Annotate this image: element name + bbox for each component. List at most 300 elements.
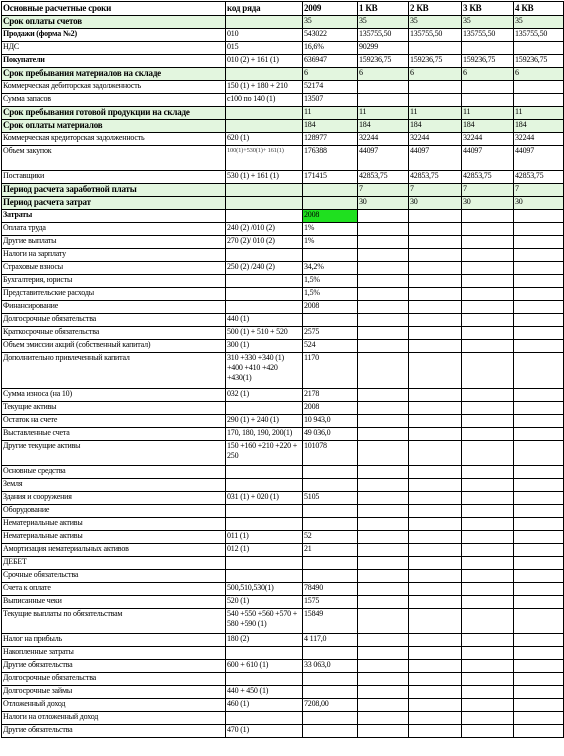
table-cell: [409, 699, 462, 712]
table-cell: [462, 415, 514, 428]
table-cell: [514, 275, 564, 288]
row-label: Долгосрочные обязательства: [2, 673, 226, 686]
table-row: [2, 327, 564, 340]
row-label: Выставленные счета: [2, 428, 226, 441]
table-cell: [514, 570, 564, 583]
table-cell: [409, 314, 462, 327]
table-row: [2, 492, 564, 505]
table-row: [2, 249, 564, 262]
table-cell: [358, 340, 409, 353]
table-row: [2, 544, 564, 557]
table-cell: [462, 609, 514, 634]
row-label: Текущие активы: [2, 402, 226, 415]
table-cell: [462, 557, 514, 570]
table-cell: 7208,00: [303, 699, 358, 712]
table-cell: [409, 210, 462, 223]
table-cell: [514, 583, 564, 596]
table-cell: [514, 634, 564, 647]
table-cell: [358, 712, 409, 725]
table-cell: 184: [303, 120, 358, 133]
table-cell: [409, 340, 462, 353]
table-cell: [409, 42, 462, 55]
financial-table: [1, 1, 564, 738]
table-cell: [514, 223, 564, 236]
table-cell: [514, 340, 564, 353]
table-row: [2, 660, 564, 673]
row-code: 500 (1) + 510 + 520: [226, 327, 303, 340]
column-header: 2009: [303, 2, 358, 16]
table-cell: [514, 699, 564, 712]
table-cell: [462, 314, 514, 327]
table-cell: [462, 275, 514, 288]
table-cell: 52: [303, 531, 358, 544]
row-label: НДС: [2, 42, 226, 55]
table-cell: [514, 479, 564, 492]
row-label: Отложенный доход: [2, 699, 226, 712]
row-label: Сумма износа (на 10): [2, 389, 226, 402]
row-code: 440 (1): [226, 314, 303, 327]
table-cell: 42853,75: [514, 171, 564, 184]
row-label: Налог на прибыль: [2, 634, 226, 647]
table-cell: [303, 518, 358, 531]
table-cell: [358, 210, 409, 223]
table-cell: [303, 197, 358, 210]
table-row: [2, 557, 564, 570]
table-cell: 6: [358, 68, 409, 81]
row-code: [226, 184, 303, 197]
row-code: 620 (1): [226, 133, 303, 146]
table-cell: [514, 609, 564, 634]
table-cell: [303, 712, 358, 725]
table-cell: [303, 249, 358, 262]
table-cell: [358, 596, 409, 609]
table-cell: [409, 353, 462, 389]
table-cell: [303, 505, 358, 518]
table-cell: 52174: [303, 81, 358, 94]
table-cell: [409, 596, 462, 609]
row-code: [226, 518, 303, 531]
row-label: Налоги на отложенный доход: [2, 712, 226, 725]
table-cell: [303, 686, 358, 699]
table-cell: [514, 389, 564, 402]
row-label: Текущие выплаты по обязательствам: [2, 609, 226, 634]
table-row: [2, 94, 564, 107]
table-cell: [462, 479, 514, 492]
table-row: [2, 699, 564, 712]
table-cell: [462, 647, 514, 660]
row-code: 032 (1): [226, 389, 303, 402]
row-code: 100(1)+530(1)+ 161(1): [226, 146, 303, 171]
table-row: [2, 68, 564, 81]
table-cell: [514, 428, 564, 441]
row-code: 270 (2)/ 010 (2): [226, 236, 303, 249]
table-cell: [514, 725, 564, 738]
table-cell: [358, 288, 409, 301]
row-label: Сумма запасов: [2, 94, 226, 107]
table-cell: [358, 518, 409, 531]
table-row: [2, 210, 564, 223]
row-code: 300 (1): [226, 340, 303, 353]
table-cell: 184: [462, 120, 514, 133]
table-cell: [462, 673, 514, 686]
table-cell: 42853,75: [409, 171, 462, 184]
table-cell: 7: [514, 184, 564, 197]
row-label: Дополнительно привлеченный капитал: [2, 353, 226, 389]
table-cell: [462, 389, 514, 402]
row-code: [226, 673, 303, 686]
table-cell: [462, 518, 514, 531]
table-cell: 1,5%: [303, 288, 358, 301]
table-row: [2, 583, 564, 596]
table-row: [2, 505, 564, 518]
table-cell: 1575: [303, 596, 358, 609]
row-code: 530 (1) + 161 (1): [226, 171, 303, 184]
table-row: [2, 29, 564, 42]
table-row: [2, 120, 564, 133]
table-row: [2, 314, 564, 327]
table-cell: [358, 402, 409, 415]
row-code: 170, 180, 190, 200(1): [226, 428, 303, 441]
table-cell: 30: [462, 197, 514, 210]
row-label: Коммерческая дебиторская задолженность: [2, 81, 226, 94]
table-cell: 2575: [303, 327, 358, 340]
table-cell: [358, 94, 409, 107]
table-cell: 6: [514, 68, 564, 81]
table-cell: [358, 544, 409, 557]
table-row: [2, 673, 564, 686]
row-label: Долгосрочные займы: [2, 686, 226, 699]
table-cell: [409, 236, 462, 249]
table-cell: [514, 94, 564, 107]
table-cell: [462, 223, 514, 236]
table-row: [2, 262, 564, 275]
table-cell: 44097: [462, 146, 514, 171]
row-label: Счета к оплате: [2, 583, 226, 596]
column-header: Основные расчетные сроки: [2, 2, 226, 16]
table-cell: 543022: [303, 29, 358, 42]
row-label: Выписанные чеки: [2, 596, 226, 609]
table-cell: [303, 673, 358, 686]
row-code: [226, 557, 303, 570]
table-row: [2, 479, 564, 492]
table-cell: [514, 353, 564, 389]
table-cell: 32244: [462, 133, 514, 146]
row-code: [226, 466, 303, 479]
table-cell: 1%: [303, 236, 358, 249]
table-cell: [303, 570, 358, 583]
row-label: Другие обязательства: [2, 660, 226, 673]
table-cell: [303, 479, 358, 492]
table-cell: 2008: [303, 301, 358, 314]
table-cell: [514, 288, 564, 301]
row-label: Покупатели: [2, 55, 226, 68]
table-cell: [462, 686, 514, 699]
table-cell: [358, 236, 409, 249]
table-cell: [358, 609, 409, 634]
table-cell: [358, 428, 409, 441]
table-cell: [409, 557, 462, 570]
table-cell: [514, 81, 564, 94]
row-label: Здания и сооружения: [2, 492, 226, 505]
row-code: [226, 210, 303, 223]
row-code: 500,510,530(1): [226, 583, 303, 596]
table-cell: 35: [303, 16, 358, 29]
table-cell: [358, 249, 409, 262]
table-cell: [514, 262, 564, 275]
row-code: 010: [226, 29, 303, 42]
table-row: [2, 223, 564, 236]
table-cell: [409, 686, 462, 699]
table-cell: [514, 712, 564, 725]
row-label: Другие текущие активы: [2, 441, 226, 466]
table-cell: [462, 492, 514, 505]
table-cell: 159236,75: [409, 55, 462, 68]
row-label: Земля: [2, 479, 226, 492]
table-cell: [462, 353, 514, 389]
table-cell: [358, 673, 409, 686]
table-cell: 2008: [303, 402, 358, 415]
table-cell: 7: [358, 184, 409, 197]
row-code: [226, 570, 303, 583]
table-cell: [358, 389, 409, 402]
row-label: Период расчета заработной платы: [2, 184, 226, 197]
table-cell: 44097: [514, 146, 564, 171]
row-label: Период расчета затрат: [2, 197, 226, 210]
table-row: [2, 146, 564, 171]
row-code: 012 (1): [226, 544, 303, 557]
row-label: Другие обязательства: [2, 725, 226, 738]
table-cell: 184: [358, 120, 409, 133]
table-cell: [514, 415, 564, 428]
table-cell: [409, 712, 462, 725]
row-code: 290 (1) + 240 (1): [226, 415, 303, 428]
table-cell: 44097: [358, 146, 409, 171]
row-label: Срок пребывания материалов на складе: [2, 68, 226, 81]
row-code: [226, 712, 303, 725]
table-cell: [409, 492, 462, 505]
table-cell: [409, 660, 462, 673]
table-row: [2, 725, 564, 738]
table-cell: 1170: [303, 353, 358, 389]
table-cell: [358, 466, 409, 479]
table-cell: 7: [409, 184, 462, 197]
table-cell: [409, 428, 462, 441]
table-cell: [358, 647, 409, 660]
table-cell: 135755,50: [514, 29, 564, 42]
row-label: Бухгалтерия, юристы: [2, 275, 226, 288]
row-code: 250 (2) /240 (2): [226, 262, 303, 275]
row-code: [226, 402, 303, 415]
row-label: Объем эмиссии акций (собственный капитал): [2, 340, 226, 353]
table-cell: 1%: [303, 223, 358, 236]
table-row: [2, 402, 564, 415]
table-cell: 184: [409, 120, 462, 133]
table-row: [2, 275, 564, 288]
table-cell: [358, 441, 409, 466]
table-row: [2, 353, 564, 389]
column-header: код ряда: [226, 2, 303, 16]
table-cell: [303, 647, 358, 660]
table-cell: 90299: [358, 42, 409, 55]
row-code: 150 +160 +210 +220 + 250: [226, 441, 303, 466]
table-cell: [358, 686, 409, 699]
table-cell: 135755,50: [409, 29, 462, 42]
table-cell: [514, 505, 564, 518]
table-row: [2, 16, 564, 29]
table-cell: [514, 673, 564, 686]
table-cell: [409, 288, 462, 301]
row-label: Коммерческая кредиторская задолженность: [2, 133, 226, 146]
table-cell: [409, 479, 462, 492]
table-cell: [409, 275, 462, 288]
table-row: [2, 340, 564, 353]
table-row: [2, 518, 564, 531]
table-cell: 35: [462, 16, 514, 29]
table-header-row: [2, 2, 564, 16]
table-cell: [409, 466, 462, 479]
row-label: Представительские расходы: [2, 288, 226, 301]
table-cell: 11: [358, 107, 409, 120]
table-cell: 42853,75: [358, 171, 409, 184]
row-label: Срочные обязательства: [2, 570, 226, 583]
table-cell: [409, 544, 462, 557]
row-code: 310 +330 +340 (1) +400 +410 +420 +430(1): [226, 353, 303, 389]
row-label: Основные средства: [2, 466, 226, 479]
table-cell: [462, 466, 514, 479]
table-cell: 2008: [303, 210, 358, 223]
table-cell: 159236,75: [358, 55, 409, 68]
row-label: Налоги на зарплату: [2, 249, 226, 262]
table-cell: 30: [409, 197, 462, 210]
row-code: 015: [226, 42, 303, 55]
table-cell: [409, 249, 462, 262]
table-cell: 11: [462, 107, 514, 120]
row-label: Затраты: [2, 210, 226, 223]
table-row: [2, 197, 564, 210]
row-code: 180 (2): [226, 634, 303, 647]
table-cell: [462, 699, 514, 712]
row-label: ДЕБЕТ: [2, 557, 226, 570]
column-header: 3 КВ: [462, 2, 514, 16]
table-cell: [409, 81, 462, 94]
table-row: [2, 441, 564, 466]
table-row: [2, 55, 564, 68]
table-cell: 32244: [358, 133, 409, 146]
table-cell: 171415: [303, 171, 358, 184]
table-cell: 16,6%: [303, 42, 358, 55]
table-cell: [514, 647, 564, 660]
row-code: 240 (2) /010 (2): [226, 223, 303, 236]
table-cell: [409, 673, 462, 686]
table-cell: [462, 660, 514, 673]
table-row: [2, 288, 564, 301]
table-cell: [409, 223, 462, 236]
table-cell: [462, 531, 514, 544]
table-cell: 1,5%: [303, 275, 358, 288]
row-label: Нематериальные активы: [2, 531, 226, 544]
table-cell: [409, 518, 462, 531]
table-cell: [514, 301, 564, 314]
table-cell: 35: [409, 16, 462, 29]
table-cell: [462, 441, 514, 466]
row-label: Оборудование: [2, 505, 226, 518]
table-cell: 13507: [303, 94, 358, 107]
row-code: [226, 16, 303, 29]
table-cell: 42853,75: [462, 171, 514, 184]
table-cell: [514, 557, 564, 570]
table-cell: [409, 725, 462, 738]
table-cell: 11: [514, 107, 564, 120]
table-cell: [514, 42, 564, 55]
table-cell: [358, 301, 409, 314]
table-cell: [462, 544, 514, 557]
table-cell: 5105: [303, 492, 358, 505]
table-row: [2, 171, 564, 184]
row-code: [226, 68, 303, 81]
table-cell: 6: [462, 68, 514, 81]
row-label: Амортизация нематериальных активов: [2, 544, 226, 557]
table-cell: 135755,50: [358, 29, 409, 42]
row-label: Срок пребывания готовой продукции на складе: [2, 107, 226, 120]
table-row: [2, 42, 564, 55]
table-cell: [358, 660, 409, 673]
table-cell: [462, 210, 514, 223]
table-cell: [462, 288, 514, 301]
table-cell: [358, 262, 409, 275]
table-cell: [462, 583, 514, 596]
table-cell: 30: [514, 197, 564, 210]
table-cell: [409, 647, 462, 660]
table-cell: 128977: [303, 133, 358, 146]
table-cell: 78490: [303, 583, 358, 596]
row-code: [226, 197, 303, 210]
row-label: Страховые взносы: [2, 262, 226, 275]
table-cell: [462, 81, 514, 94]
table-cell: [462, 634, 514, 647]
table-cell: [514, 686, 564, 699]
table-row: [2, 301, 564, 314]
table-cell: [462, 327, 514, 340]
table-cell: [462, 94, 514, 107]
table-cell: [514, 660, 564, 673]
table-cell: [462, 428, 514, 441]
table-row: [2, 686, 564, 699]
table-cell: [358, 479, 409, 492]
table-cell: 6: [303, 68, 358, 81]
table-cell: 35: [514, 16, 564, 29]
table-cell: [409, 301, 462, 314]
table-cell: [358, 353, 409, 389]
table-row: [2, 184, 564, 197]
table-cell: [358, 223, 409, 236]
row-code: 031 (1) + 020 (1): [226, 492, 303, 505]
row-code: 520 (1): [226, 596, 303, 609]
table-row: [2, 647, 564, 660]
row-label: Срок оплаты счетов: [2, 16, 226, 29]
row-code: [226, 505, 303, 518]
table-cell: [514, 441, 564, 466]
row-code: 010 (2) + 161 (1): [226, 55, 303, 68]
table-cell: 636947: [303, 55, 358, 68]
table-cell: 4 117,0: [303, 634, 358, 647]
column-header: 4 КВ: [514, 2, 564, 16]
table-cell: [462, 42, 514, 55]
row-code: 440 + 450 (1): [226, 686, 303, 699]
table-cell: [462, 249, 514, 262]
table-cell: 159236,75: [462, 55, 514, 68]
table-cell: [514, 327, 564, 340]
table-cell: [462, 236, 514, 249]
